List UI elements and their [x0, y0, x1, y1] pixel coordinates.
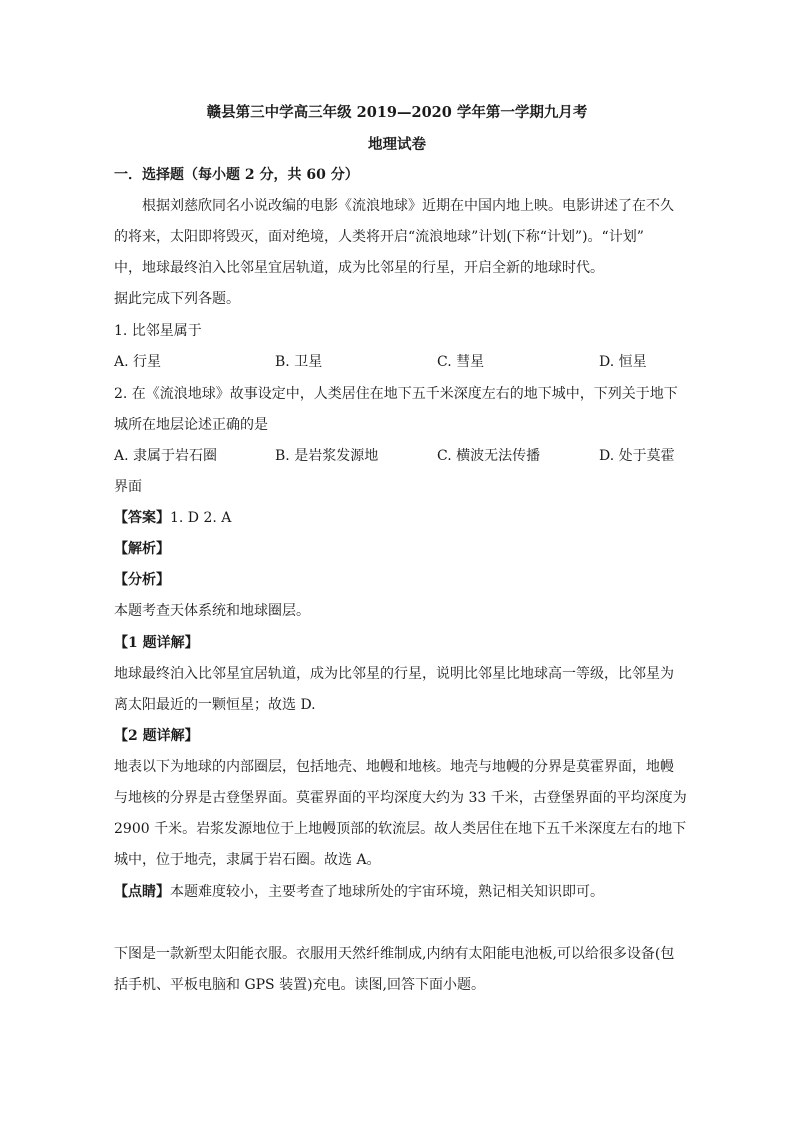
- dianjing-line: [114, 882, 684, 902]
- section-heading: 一．选择题（每小题 2 分，共 60 分）: [114, 167, 359, 183]
- q2-option-c: C. 横波无法传播: [437, 448, 541, 464]
- jiexi-label: 【解析】: [114, 541, 170, 557]
- analysis-summary: 本题考查天体系统和地球圈层。: [114, 603, 310, 619]
- question-2-stem: 2. 在《流浪地球》故事设定中，人类居住在地下五千米深度左右的地下城中，下列关于地下: [114, 386, 678, 402]
- exam-title: 赣县第三中学高三年级 2019—2020 学年第一学期九月考: [206, 104, 588, 121]
- detail-1-text: 地球最终泊入比邻星宜居轨道，成为比邻星的行星，说明比邻星比地球高一等级，比邻星为: [114, 666, 674, 682]
- passage-line: 中，地球最终泊入比邻星宜居轨道，成为比邻星的行星，开启全新的地球时代。: [114, 260, 604, 276]
- detail-2-text: 地表以下为地球的内部圈层，包括地壳、地幔和地核。地壳与地幔的分界是莫霍界面，地幔: [114, 759, 674, 775]
- question-1-stem: 1. 比邻星属于: [114, 323, 202, 339]
- passage-line: 根据刘慈欣同名小说改编的电影《流浪地球》近期在中国内地上映。电影讲述了在不久: [142, 198, 674, 214]
- answer-label: 【答案】: [114, 510, 170, 526]
- answer-text: 1. D 2. A: [170, 510, 232, 526]
- q2-option-d: D. 处于莫霍: [599, 448, 675, 464]
- q2-option-d-continuation: 界面: [114, 479, 142, 495]
- detail-2-text: 与地核的分界是古登堡界面。莫霍界面的平均深度大约为 33 千米，古登堡界面的平均深度为: [114, 790, 687, 806]
- detail-2-text: 2900 千米。岩浆发源地位于上地幔顶部的软流层。故人类居住在地下五千米深度左右的地下: [114, 821, 687, 837]
- q2-option-b: B. 是岩浆发源地: [275, 448, 379, 464]
- detail-1-label: 【1 题详解】: [114, 635, 199, 651]
- detail-2-text: 城中，位于地壳，隶属于岩石圈。故选 A。: [114, 852, 381, 868]
- q1-option-a: A. 行星: [114, 354, 162, 370]
- fenxi-label: 【分析】: [114, 572, 170, 588]
- passage-2-line: 括手机、平板电脑和 GPS 装置)充电。读图,回答下面小题。: [114, 977, 486, 993]
- q1-option-c: C. 彗星: [437, 354, 485, 370]
- detail-1-text: 离太阳最近的一颗恒星；故选 D.: [114, 697, 316, 713]
- passage-line: 的将来，太阳即将毁灭，面对绝境，人类将开启“流浪地球”计划(下称“计划”)。“计划”: [114, 229, 644, 245]
- dianjing-label: 【点睛】: [114, 884, 170, 900]
- q1-option-d: D. 恒星: [599, 354, 647, 370]
- question-2-stem: 城所在地层论述正确的是: [114, 417, 268, 433]
- dianjing-text: 本题难度较小，主要考查了地球所处的宇宙环境，熟记相关知识即可。: [170, 884, 604, 900]
- q2-option-a: A. 隶属于岩石圈: [114, 448, 218, 464]
- answer-line: [114, 508, 684, 528]
- passage-2-line: 下图是一款新型太阳能衣服。衣服用天然纤维制成,内纳有太阳能电池板,可以给很多设备(包: [114, 946, 675, 962]
- exam-subtitle: 地理试卷: [368, 136, 426, 153]
- passage-instruction: 据此完成下列各题。: [114, 291, 240, 307]
- q1-option-b: B. 卫星: [275, 354, 323, 370]
- detail-2-label: 【2 题详解】: [114, 728, 199, 744]
